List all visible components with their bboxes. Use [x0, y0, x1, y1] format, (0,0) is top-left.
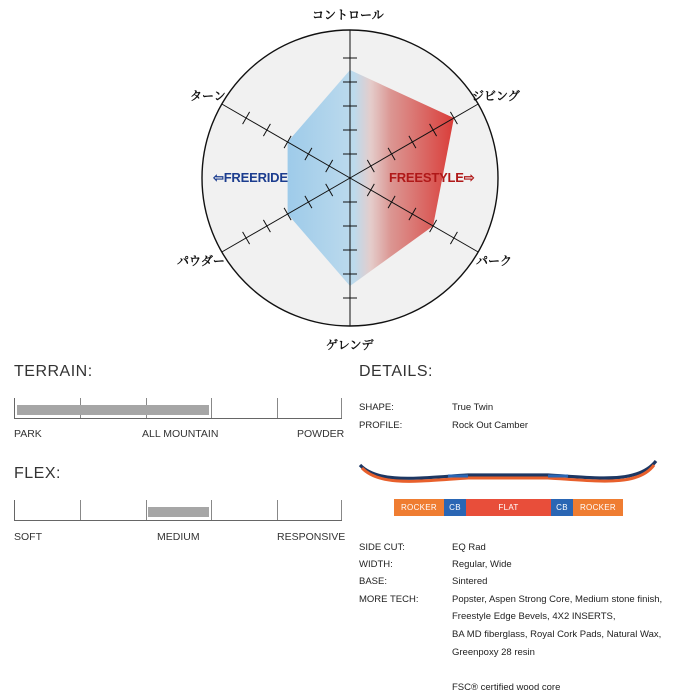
- axis-label-jibbing: ジビング: [472, 89, 520, 103]
- scale-tick: [341, 398, 342, 418]
- scale-tick: [211, 500, 212, 520]
- tech-key: MORE TECH:: [359, 594, 419, 605]
- terrain-range-bar: [17, 405, 209, 415]
- axis-label-groomer: ゲレンデ: [326, 338, 374, 352]
- sidecut-key: SIDE CUT:: [359, 542, 405, 553]
- flex-label-responsive: RESPONSIVE: [277, 531, 346, 543]
- terrain-scale: [14, 398, 342, 419]
- scale-tick: [80, 500, 81, 520]
- scale-tick: [277, 398, 278, 418]
- axis-label-control: コントロール: [312, 8, 384, 22]
- axis-label-turn: ターン: [190, 89, 226, 103]
- axis-label-park: パーク: [476, 254, 513, 268]
- base-value: Sintered: [452, 576, 488, 587]
- details-title: DETAILS:: [359, 363, 433, 380]
- scale-tick: [277, 500, 278, 520]
- flex-label-medium: MEDIUM: [157, 531, 200, 543]
- scale-tick: [211, 398, 212, 418]
- flex-label-soft: SOFT: [14, 531, 42, 543]
- width-value: Regular, Wide: [452, 559, 512, 570]
- board-profile-illustration: [358, 458, 658, 492]
- scale-tick: [341, 500, 342, 520]
- profile-segment-rocker-left: ROCKER: [394, 499, 444, 516]
- profile-segment-bar: [394, 499, 623, 516]
- base-key: BASE:: [359, 576, 387, 587]
- terrain-label-all-mountain: ALL MOUNTAIN: [142, 428, 219, 440]
- width-key: WIDTH:: [359, 559, 393, 570]
- profile-segment-camber-right: CB: [551, 499, 573, 516]
- terrain-title: TERRAIN:: [14, 363, 93, 380]
- tech-line: Greenpoxy 28 resin: [452, 647, 535, 658]
- sidecut-value: EQ Rad: [452, 542, 486, 553]
- freestyle-label: FREESTYLE⇨: [389, 170, 475, 185]
- tech-line: BA MD fiberglass, Royal Cork Pads, Natural Wax,: [452, 629, 662, 640]
- profile-segment-rocker-right: ROCKER: [573, 499, 623, 516]
- tech-line: Popster, Aspen Strong Core, Medium stone finish,: [452, 594, 663, 605]
- profile-value: Rock Out Camber: [452, 420, 529, 431]
- terrain-label-park: PARK: [14, 428, 42, 440]
- shape-value: True Twin: [452, 402, 494, 413]
- flex-range-bar: [148, 507, 209, 517]
- flex-title: FLEX:: [14, 465, 61, 482]
- profile-key: PROFILE:: [359, 420, 403, 431]
- profile-segment-flat: FLAT: [466, 499, 551, 516]
- freeride-label: ⇦FREERIDE: [213, 170, 288, 185]
- axis-label-powder: パウダー: [177, 254, 225, 268]
- fsc-note: FSC® certified wood core: [452, 682, 561, 693]
- terrain-label-powder: POWDER: [297, 428, 345, 440]
- tech-line: Freestyle Edge Bevels, 4X2 INSERTS,: [452, 611, 616, 622]
- shape-key: SHAPE:: [359, 402, 394, 413]
- flex-scale: [14, 500, 342, 521]
- profile-segment-camber-left: CB: [444, 499, 466, 516]
